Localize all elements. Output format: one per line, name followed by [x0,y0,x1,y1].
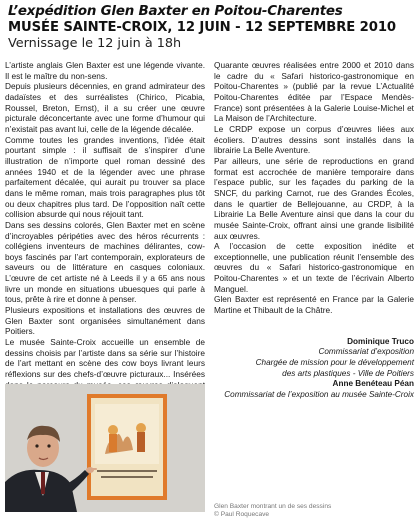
photo-caption [214,503,414,519]
signature-name: Dominique Truco [347,336,414,346]
paragraph: Plusieurs expositions et installations des œuvres de Glen Baxter sont organisées simultanément dans Poitiers. [5,305,205,337]
signatures [214,337,414,401]
paragraph: Le CRDP expose un corpus d’œuvres liées aux écoliers. D’autres dessins sont installés dans la librairie La Belle Aventure. [214,123,414,156]
artist-photo [5,384,205,512]
paragraph: Depuis plusieurs décennies, en grand admirateur des dadaïstes et des surréalistes (Chirico, Picabia, Roussel, Breton, Ernst), il a su créer une œuvre picturale déconcertante avec une forme d’humour qui n’existait pas avant lui, celle de la légende décalée. [5,81,205,134]
left-column [5,60,205,401]
signature-role: Commissariat d’exposition [318,347,414,357]
paragraph: Comme toutes les grandes inventions, l’idée était pourtant simple : il suffisait de s’inspirer d’une illustration de n’importe quel roman dessiné des années 1940 et de la légender avec une phrase parfaitement décalée, qui aurait pu trouver sa place dans le même roman, mais trois paragraphes plus tôt ou deux chapitres plus tard. De l’opposition naît cette collision absurde qui nous réjouit tant. [5,134,205,220]
paragraph: Le musée Sainte-Croix accueille un ensemble de dessins choisis par l’artiste dans sa série sur l’histoire de l’art mettant en scène des cow boys livrant leurs réflexions sur des chefs-d’œuvre picturaux... Insérées [5,337,205,380]
signature-name: Anne Benéteau Péan [332,379,414,389]
signature-role: Chargée de mission pour le développement [255,357,414,367]
article-header [8,3,414,52]
right-column [214,60,414,400]
paragraph: Par ailleurs, une série de reproductions en grand format est accrochée de manière temporaire dans l’espace public, sur les façades du parking de la SNCF, du parking Carnot, rue des Grandes Écoles, dans le quartier de Bellejouanne, au CRDP, à la Librairie La Belle Aventure ainsi que dans la cour du musée Sainte-Croix, offrant ainsi une grande lisibilité aux œuvres. [214,155,414,241]
paragraph: A l’occasion de cette exposition inédite et exceptionnelle, une publication réunit l’ensemble des œuvres du « Safari historico-gastronomique en Poitou-Charentes » et un texte de l’écrivain Alberto Manguel. [214,241,414,294]
paragraph: L’artiste anglais Glen Baxter est une légende vivante. Il est le maître du non-sens. [5,60,205,81]
signature-role: des arts plastiques - Ville de Poitiers [282,368,414,378]
venue-and-dates: MUSÉE SAINTE-CROIX, 12 JUIN - 12 SEPTEMBRE 2010 [8,20,396,35]
artist-photo-illustration [5,384,205,512]
paragraph: Glen Baxter est représenté en France par la Galerie Martine et Thibault de la Châtre. [214,294,414,316]
opening-date: Vernissage le 12 juin à 18h [8,36,182,51]
paragraph: Dans ses dessins colorés, Glen Baxter met en scène d’incroyables péripéties avec des héros récurrents : collégiens inventeurs de machines délirantes, cow-boys fascinés par l’art contemporain, explorateurs de saveurs ou de littérature en casques coloniaux. L’œuvre de cet artiste né à Leeds il y a 65 ans nous livre un monde en situations ubuesques qui parle à tous, prête à rire et donne à penser. [5,219,205,305]
signature-role: Commissariat de l’exposition au musée Sainte-Croix [224,389,414,399]
caption-text: Glen Baxter montrant un de ses dessins [214,503,332,510]
article-title: L’expédition Glen Baxter en Poitou-Charentes [8,4,343,19]
photo-credit: © Paul Roquecave [214,511,270,519]
paragraph: Quarante œuvres réalisées entre 2000 et 2010 dans le cadre du « Safari historico-gastronomique en Poitou-Charentes » (publié par la revue L’Actualité Poitou-Charentes éditée par l’Espace Mendès-France) sont présentées à la Galerie Louise-Michel et La Maison de l’Architecture. [214,60,414,124]
